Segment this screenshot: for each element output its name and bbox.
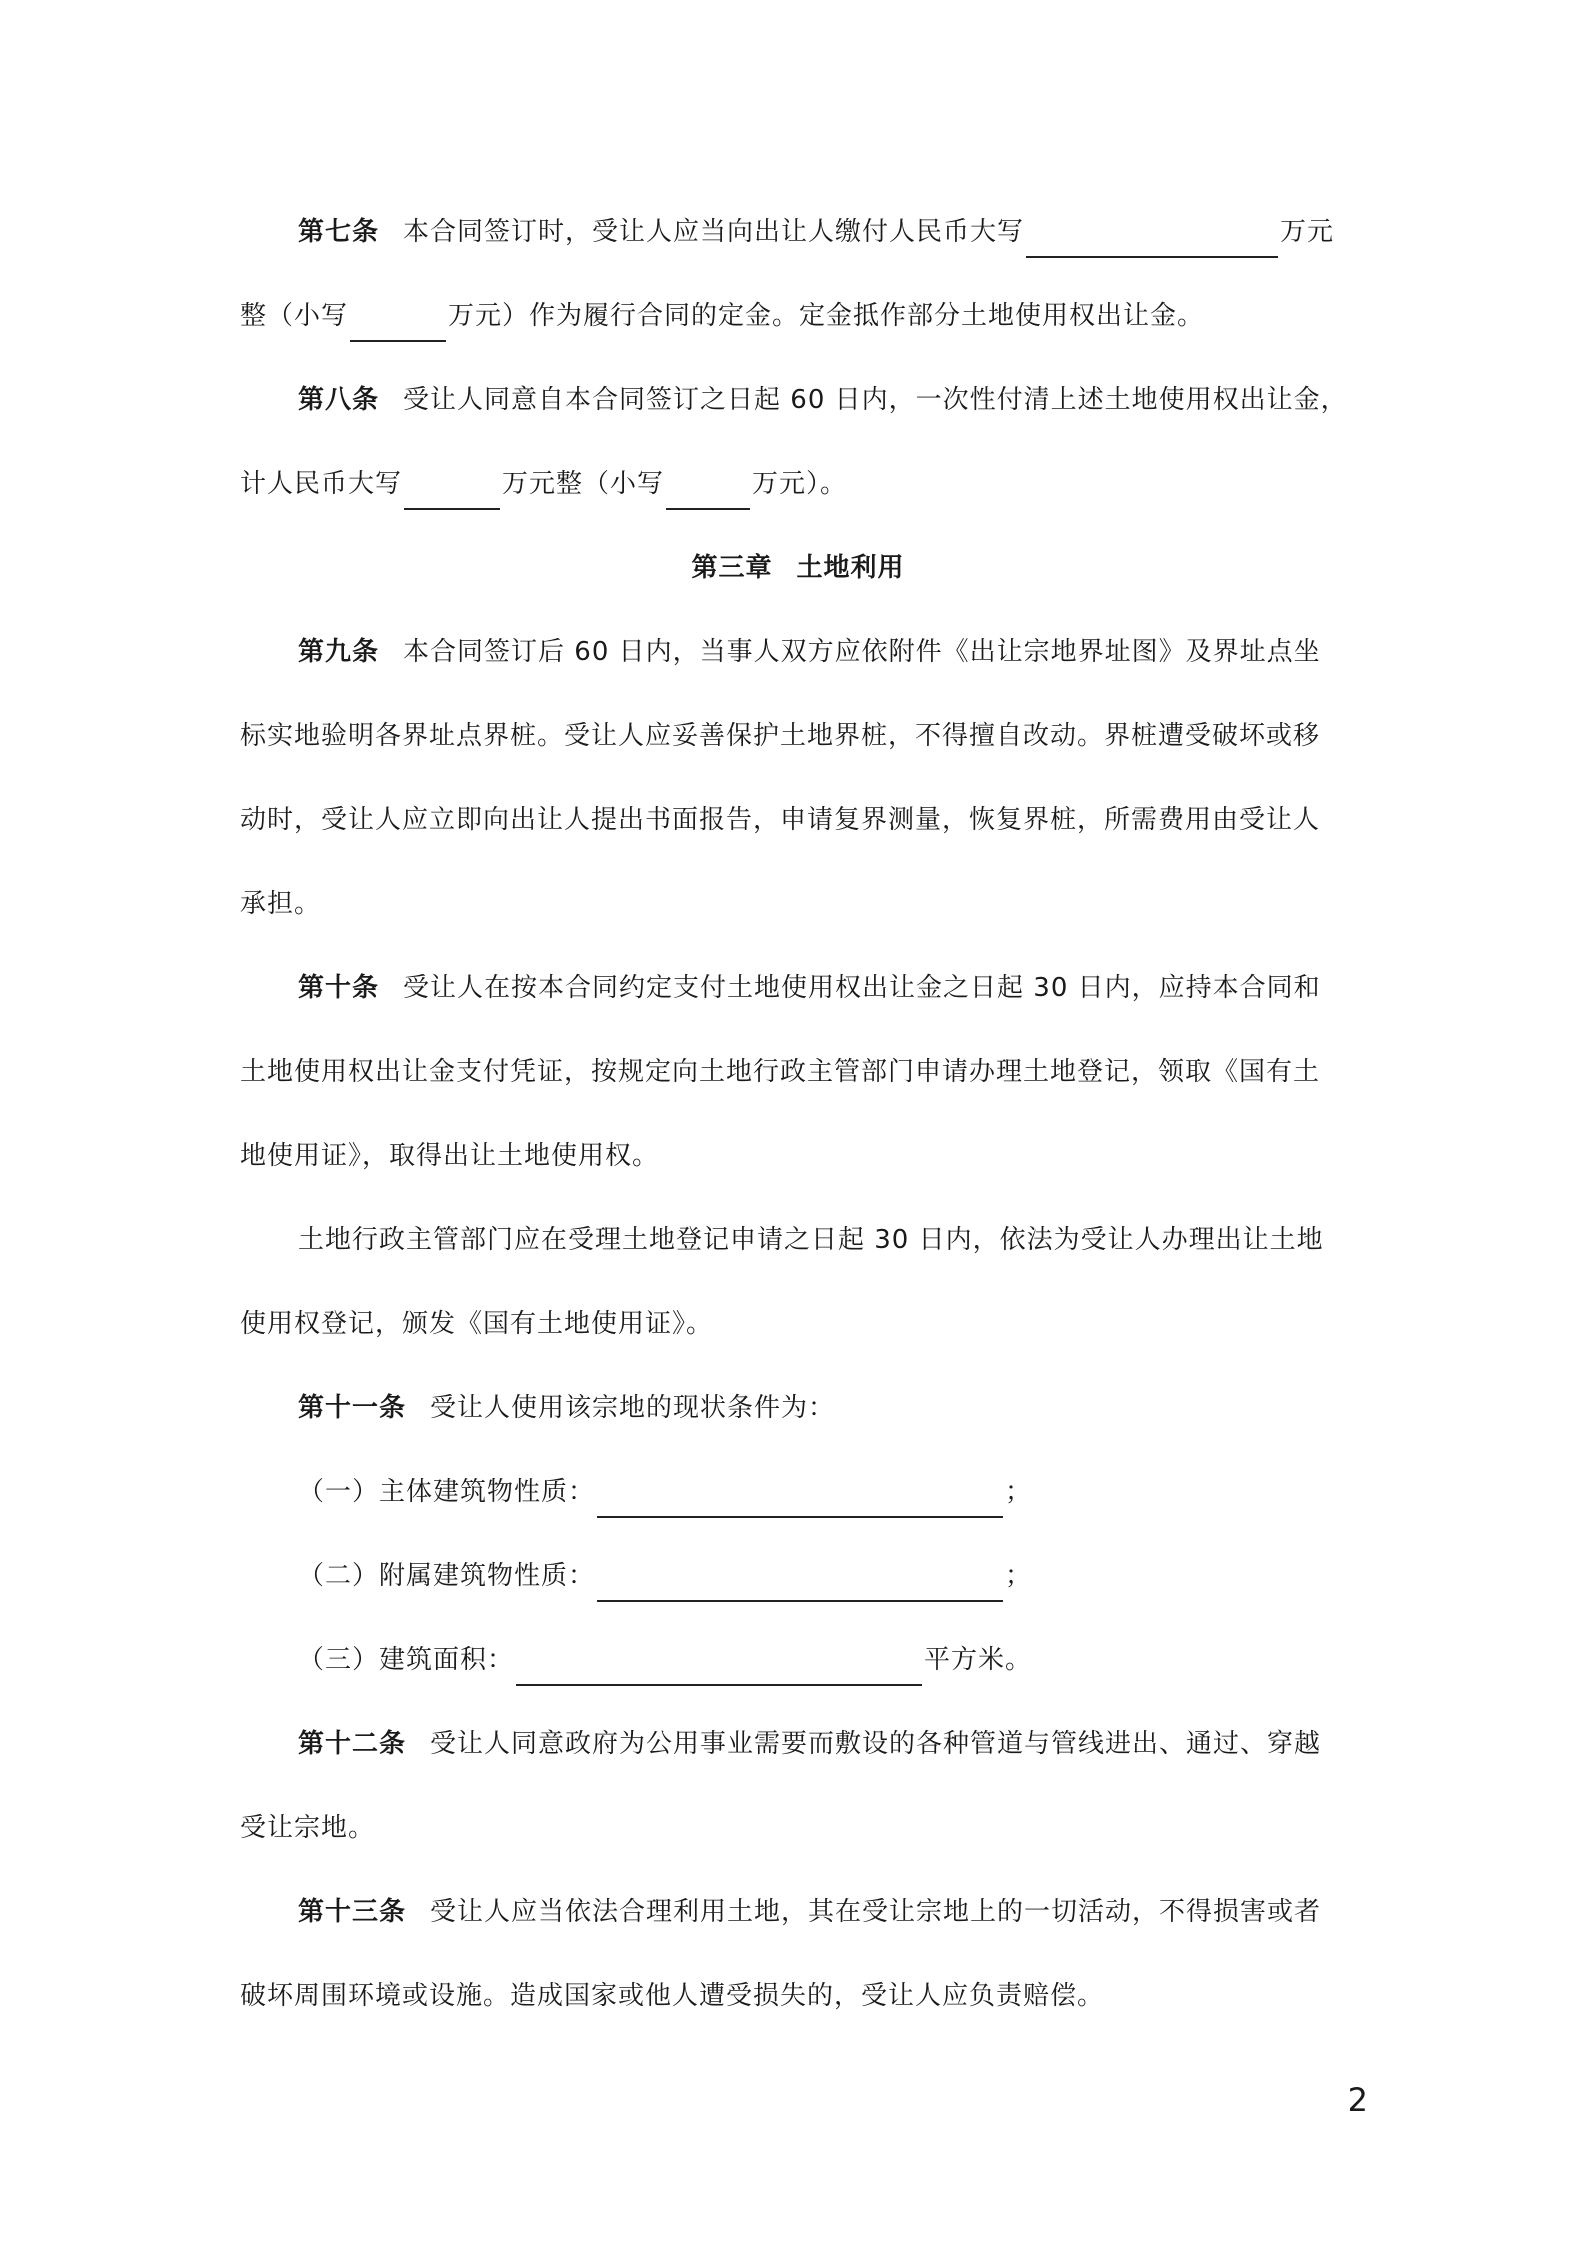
article-8-text-3: 万元整（小写: [502, 469, 665, 499]
article-10-para-2-line-1: 土地行政主管部门应在受理土地登记申请之日起 30 日内，依法为受让人办理出让土地: [298, 1225, 1324, 1255]
article-11-text-1: 受让人使用该宗地的现状条件为：: [430, 1393, 836, 1423]
article-13-line-1: [240, 1886, 1414, 1938]
article-13-heading: 第十三条: [298, 1897, 407, 1927]
article-11-item-3: [240, 1634, 1414, 1686]
deposit-amount-figures-blank[interactable]: [350, 306, 446, 342]
auxiliary-building-nature-blank[interactable]: [597, 1566, 1003, 1602]
article-12-text-1: 受让人同意政府为公用事业需要而敷设的各种管道与管线进出、通过、穿越: [430, 1729, 1322, 1759]
article-12-heading: 第十二条: [298, 1729, 407, 1759]
building-area-unit: 平方米。: [924, 1645, 1033, 1675]
building-area-label: （三）建筑面积：: [298, 1645, 515, 1675]
article-10-line-3: 地使用证》，取得出让土地使用权。: [240, 1141, 660, 1171]
article-8-heading: 第八条: [298, 385, 380, 415]
article-11-line-1: [240, 1382, 1414, 1434]
chapter-title: 土地利用: [796, 553, 905, 583]
article-13-line-2: 破坏周围环境或设施。造成国家或他人遭受损失的，受让人应负责赔偿。: [240, 1981, 1105, 2011]
article-8-line-1: [240, 374, 1414, 426]
article-9-line-1: [240, 626, 1414, 678]
article-7-text-1: 本合同签订时，受让人应当向出让人缴付人民币大写: [403, 217, 1025, 247]
article-8-text-4: 万元）。: [752, 469, 848, 499]
article-12-line-2: 受让宗地。: [240, 1813, 376, 1843]
article-7-text-3: 整（小写: [240, 301, 349, 331]
article-7-line-2: [240, 290, 1356, 342]
article-11-item-2: [240, 1550, 1414, 1602]
article-13-text-1: 受让人应当依法合理利用土地，其在受让宗地上的一切活动，不得损害或者: [430, 1897, 1322, 1927]
article-9-text-1: 本合同签订后 60 日内，当事人双方应依附件《出让宗地界址图》及界址点坐: [403, 637, 1321, 667]
main-building-nature-blank[interactable]: [597, 1482, 1003, 1518]
page-number: 2: [1347, 2081, 1368, 2119]
building-area-blank[interactable]: [516, 1650, 922, 1686]
article-8-line-2: [240, 458, 1356, 510]
transfer-fee-words-blank[interactable]: [404, 474, 500, 510]
article-7-text-2: 万元: [1280, 217, 1335, 247]
article-12-line-1: [240, 1718, 1414, 1770]
article-10-line-1: [240, 962, 1414, 1014]
article-10-para-2-line-2: 使用权登记，颁发《国有土地使用证》。: [240, 1309, 714, 1339]
transfer-fee-figures-blank[interactable]: [666, 474, 750, 510]
article-10-line-2: 土地使用权出让金支付凭证，按规定向土地行政主管部门申请办理土地登记，领取《国有土: [240, 1057, 1321, 1087]
article-7-text-4: 万元）作为履行合同的定金。定金抵作部分土地使用权出让金。: [448, 301, 1205, 331]
article-7-heading: 第七条: [298, 217, 380, 247]
article-8-text-2: 计人民币大写: [240, 469, 403, 499]
article-8-text-1: 受让人同意自本合同签订之日起 60 日内，一次性付清上述土地使用权出让金，: [403, 385, 1348, 415]
item-1-end: ；: [1005, 1477, 1033, 1507]
article-9-line-3: 动时，受让人应立即向出让人提出书面报告，申请复界测量，恢复界桩，所需费用由受让人: [240, 805, 1321, 835]
chapter-number: 第三章: [691, 553, 773, 583]
article-9-heading: 第九条: [298, 637, 380, 667]
article-11-item-1: [240, 1466, 1414, 1518]
main-building-nature-label: （一）主体建筑物性质：: [298, 1477, 596, 1507]
article-10-heading: 第十条: [298, 973, 380, 1003]
article-9-line-2: 标实地验明各界址点界桩。受让人应妥善保护土地界桩，不得擅自改动。界桩遭受破坏或移: [240, 721, 1321, 751]
article-7-line-1: [240, 206, 1414, 258]
deposit-amount-words-blank[interactable]: [1026, 222, 1278, 258]
chapter-3-heading: [240, 542, 1356, 594]
item-2-end: ；: [1005, 1561, 1033, 1591]
article-9-line-4: 承担。: [240, 889, 322, 919]
article-10-text-1: 受让人在按本合同约定支付土地使用权出让金之日起 30 日内，应持本合同和: [403, 973, 1321, 1003]
auxiliary-building-nature-label: （二）附属建筑物性质：: [298, 1561, 596, 1591]
article-11-heading: 第十一条: [298, 1393, 407, 1423]
